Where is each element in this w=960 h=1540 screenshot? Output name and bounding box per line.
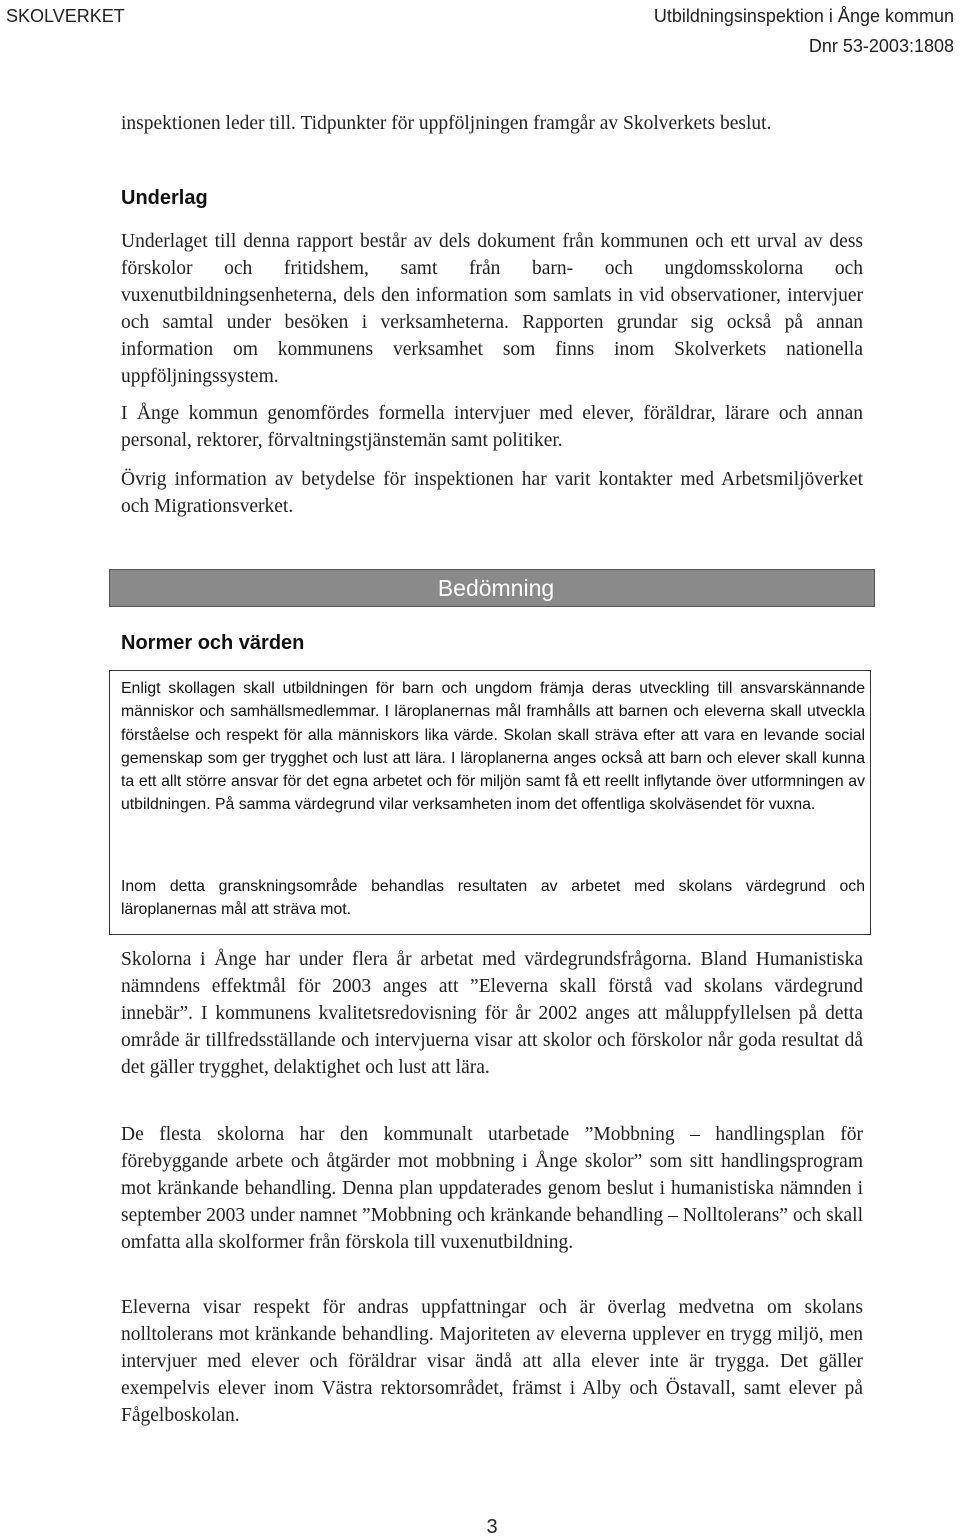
header-organization: SKOLVERKET xyxy=(6,6,125,26)
underlag-paragraph: Övrig information av betydelse för inspektionen har varit kontakter med Arbetsmiljöverket och Migrationsverket. xyxy=(121,469,863,517)
bedomning-banner-label: Bedömning xyxy=(437,575,555,601)
header-diary-number: Dnr 53-2003:1808 xyxy=(808,36,954,56)
box-paragraph: Inom detta granskningsområde behandlas resultaten av arbetet med skolans värdegrund och läroplanernas mål att sträva mot. xyxy=(121,878,865,919)
intro-continuation-paragraph: inspektionen leder till. Tidpunkter för uppföljningen framgår av Skolverkets beslut. xyxy=(121,113,772,134)
normer-paragraph: Eleverna visar respekt för andras uppfattningar och är överlag medvetna om skolans nolltolerans mot kränkande behandling. Majoriteten av eleverna upplever en trygg miljö, men intervjuer med elever och föräldrar visar ändå att alla elever inte är trygga. Det gäller exempelvis elever inom Västra rektorsområdet, främst i Alby och Östavall, samt elever på Fågelboskolan. xyxy=(121,1297,863,1426)
underlag-paragraph: Underlaget till denna rapport består av dels dokument från kommunen och ett urval av dess förskolor och fritidshem, samt från barn- och ungdomsskolorna och vuxenutbildningsenheterna, dels den information som samlats in vid observationer, intervjuer och samtal under besöken i verksamheterna. Rapporten grundar sig också på annan information om kommunens verksamhet som finns inom Skolverkets nationella uppföljningssystem. xyxy=(121,231,863,387)
normer-heading: Normer och värden xyxy=(121,632,305,654)
header-report-title: Utbildningsinspektion i Ånge kommun xyxy=(653,6,954,26)
normer-paragraph: De flesta skolorna har den kommunalt utarbetade ”Mobbning – handlingsplan för förebyggande arbete och åtgärder mot mobbning i Ånge skolor” som sitt handlingsprogram mot kränkande behandling. Denna plan uppdaterades genom beslut i humanistiska nämnden i september 2003 under namnet ”Mobbning och kränkande behandling – Nolltolerans” och skall omfatta alla skolformer från förskola till vuxenutbildning. xyxy=(121,1124,863,1253)
normer-paragraph: Skolorna i Ånge har under flera år arbetat med värdegrundsfrågorna. Bland Humanistiska nämndens effektmål för 2003 anges att ”Eleverna skall förstå vad skolans värdegrund innebär”. I kommunens kvalitetsredovisning för år 2002 anges att måluppfyllelsen på detta område är tillfredsställande och intervjuerna visar att skolor och förskolor når goda resultat då det gäller trygghet, delaktighet och lust att lära. xyxy=(121,949,863,1078)
normer-framed-box xyxy=(109,670,871,935)
page-number: 3 xyxy=(486,1516,498,1538)
underlag-paragraph: I Ånge kommun genomfördes formella intervjuer med elever, föräldrar, lärare och annan personal, rektorer, förvaltningstjänstemän samt politiker. xyxy=(121,403,863,451)
underlag-heading: Underlag xyxy=(121,187,208,209)
box-paragraph: Enligt skollagen skall utbildningen för barn och ungdom främja deras utveckling till ansvarskännande människor och samhällsmedlemmar. I läroplanernas mål framhålls att barnen och eleverna skall utveckla förståelse och respekt för alla människors lika värde. Skolan skall sträva efter att vara en levande social gemenskap som ger trygghet och lust att lära. I läroplanerna anges också att barn och elever skall kunna ta ett allt större ansvar för det egna arbetet och för miljön samt få ett reellt inflytande över utformningen av utbildningen. På samma värdegrund vilar verksamheten inom det offentliga skolväsendet för vuxna. xyxy=(121,680,865,814)
bedomning-section-banner xyxy=(109,569,875,607)
